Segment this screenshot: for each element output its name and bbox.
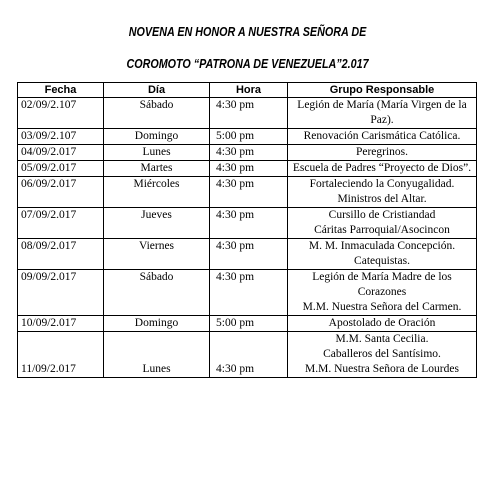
dia-cell: Miércoles — [104, 177, 210, 208]
grupo-cell — [288, 270, 477, 316]
table-row — [18, 177, 477, 208]
hora-cell: 4:30 pm — [210, 177, 288, 208]
hora-cell: 4:30 pm — [210, 332, 288, 378]
dia-cell: Domingo — [104, 316, 210, 332]
grupo-cell — [288, 145, 477, 161]
fecha-cell: 04/09/2.017 — [18, 145, 104, 161]
hora-cell: 4:30 pm — [210, 239, 288, 270]
title-line-1: NOVENA EN HONOR A NUESTRA SEÑORA DE — [128, 25, 367, 39]
schedule-table — [17, 82, 477, 378]
dia-cell: Viernes — [104, 239, 210, 270]
fecha-cell: 03/09/2.107 — [18, 129, 104, 145]
grupo-line: Fortaleciendo la Conyugalidad. — [309, 178, 455, 190]
grupo-line: Legión de María Madre de los Corazones — [312, 271, 452, 298]
hora-cell: 5:00 pm — [210, 129, 288, 145]
table-row — [18, 145, 477, 161]
grupo-cell — [288, 239, 477, 270]
table-row — [18, 270, 477, 316]
fecha-cell: 08/09/2.017 — [18, 239, 104, 270]
dia-cell: Domingo — [104, 129, 210, 145]
grupo-line: Caballeros del Santísimo. — [323, 348, 441, 360]
grupo-line: M. M. Inmaculada Concepción. — [308, 240, 456, 252]
dia-cell: Martes — [104, 161, 210, 177]
grupo-cell — [288, 316, 477, 332]
grupo-line: Legión de María (María Virgen de la Paz). — [297, 99, 467, 126]
header-fecha: Fecha — [18, 83, 104, 98]
table-row — [18, 316, 477, 332]
grupo-line: Apostolado de Oración — [328, 317, 436, 329]
grupo-line: Escuela de Padres “Proyecto de Dios”. — [292, 162, 472, 174]
fecha-cell: 10/09/2.017 — [18, 316, 104, 332]
grupo-line: Ministros del Altar. — [337, 193, 427, 205]
hora-cell: 4:30 pm — [210, 98, 288, 129]
dia-cell: Sábado — [104, 270, 210, 316]
dia-cell: Sábado — [104, 98, 210, 129]
title-line-2: COROMOTO “PATRONA DE VENEZUELA”2.017 — [126, 57, 369, 71]
hora-cell: 5:00 pm — [210, 316, 288, 332]
grupo-line: Peregrinos. — [355, 146, 409, 158]
grupo-line: Catequistas. — [354, 255, 410, 267]
header-row — [18, 83, 477, 98]
hora-cell: 4:30 pm — [210, 208, 288, 239]
table-row — [18, 161, 477, 177]
hora-cell: 4:30 pm — [210, 270, 288, 316]
grupo-cell — [288, 129, 477, 145]
dia-cell: Lunes — [104, 332, 210, 378]
table-row — [18, 129, 477, 145]
grupo-cell — [288, 98, 477, 129]
grupo-line: M.M. Nuestra Señora de Lourdes — [305, 363, 459, 375]
grupo-line: M.M. Santa Cecilia. — [335, 333, 429, 345]
grupo-cell — [288, 177, 477, 208]
fecha-cell: 05/09/2.017 — [18, 161, 104, 177]
grupo-line: M.M. Nuestra Señora del Carmen. — [302, 301, 462, 313]
fecha-cell: 02/09/2.107 — [18, 98, 104, 129]
table-row — [18, 98, 477, 129]
header-dia: Día — [104, 83, 210, 98]
hora-cell: 4:30 pm — [210, 145, 288, 161]
table-row — [18, 239, 477, 270]
header-grupo: Grupo Responsable — [288, 83, 477, 98]
hora-cell: 4:30 pm — [210, 161, 288, 177]
table-row — [18, 208, 477, 239]
table-body — [18, 98, 477, 378]
fecha-cell: 06/09/2.017 — [18, 177, 104, 208]
dia-cell: Jueves — [104, 208, 210, 239]
table-row — [18, 332, 477, 378]
fecha-cell: 07/09/2.017 — [18, 208, 104, 239]
grupo-line: Renovación Carismática Católica. — [303, 130, 461, 142]
fecha-cell: 11/09/2.017 — [18, 332, 104, 378]
grupo-cell — [288, 161, 477, 177]
grupo-cell — [288, 332, 477, 378]
grupo-line: Cáritas Parroquial/Asocincon — [314, 224, 450, 236]
fecha-cell: 09/09/2.017 — [18, 270, 104, 316]
header-hora: Hora — [210, 83, 288, 98]
grupo-line: Cursillo de Cristiandad — [328, 209, 436, 221]
grupo-cell — [288, 208, 477, 239]
dia-cell: Lunes — [104, 145, 210, 161]
